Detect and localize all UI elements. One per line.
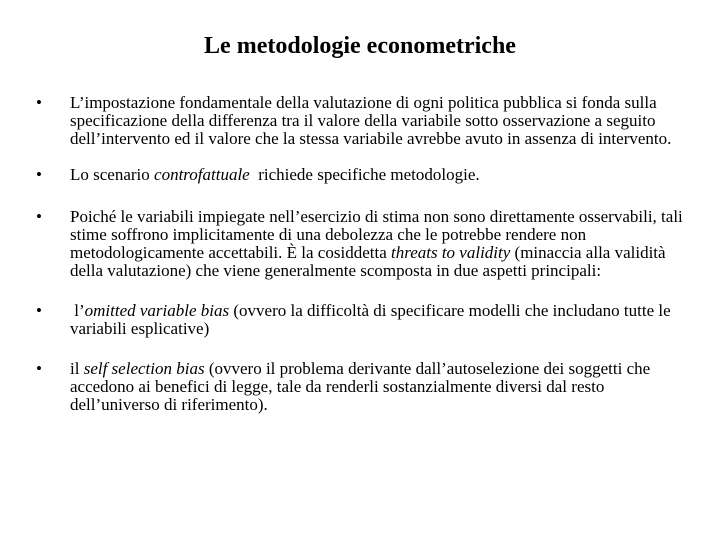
bullet-item-omitted [36, 302, 684, 338]
bullet-dot: • [36, 93, 42, 112]
italic-term-controfattuale: controfattuale [154, 165, 250, 184]
slide-title: Le metodologie econometriche [204, 33, 516, 59]
bullet-dot: • [36, 165, 42, 184]
bullet-text-part: (ovvero la difficoltà di specificare modelli che includano tutte le variabili esplicative) [70, 301, 671, 338]
bullet-text-part: (ovvero il problema derivante dall’autoselezione dei soggetti che accedono ai benefici di legge, tale da renderli sostanzialmente diversi dal resto dell’universo di riferimento). [70, 359, 651, 414]
bullet-text-part: il [70, 359, 84, 378]
bullet-item-variabili [36, 208, 684, 280]
italic-term-omitted: omitted variable bias [84, 301, 230, 320]
bullet-dot: • [36, 207, 42, 226]
bullet-item-scenario [36, 166, 684, 184]
bullet-text-part: Poiché le variabili impiegate nell’esercizio di stima non sono direttamente osservabili, tali stime soffrono implicitamente di una debolezza che le potrebbe rendere non metodologicamente accettabili. È la cosiddetta [70, 207, 683, 262]
bullet-dot: • [36, 359, 42, 378]
italic-term-threats: threats to validity [390, 243, 511, 262]
bullet-text-part: l’ [70, 301, 85, 320]
bullet-text-part: (minaccia alla validità della valutazione) che viene generalmente scomposta in due aspetti principali: [70, 243, 666, 280]
bullet-text-part: Lo scenario [70, 165, 155, 184]
bullet-item-selection [36, 360, 684, 414]
bullet-list [36, 94, 684, 431]
italic-term-self-selection: self selection bias [83, 359, 205, 378]
bullet-text-part: richiede specifiche metodologie. [249, 165, 480, 184]
bullet-item-impostazione [36, 94, 684, 148]
bullet-dot: • [36, 301, 42, 320]
bullet-text: L’impostazione fondamentale della valutazione di ogni politica pubblica si fonda sulla specificazione della differenza tra il valore della variabile sotto osservazione a seguito dell’intervento ed il valore che la stessa variabile avrebbe avuto in assenza di intervento. [70, 93, 672, 148]
